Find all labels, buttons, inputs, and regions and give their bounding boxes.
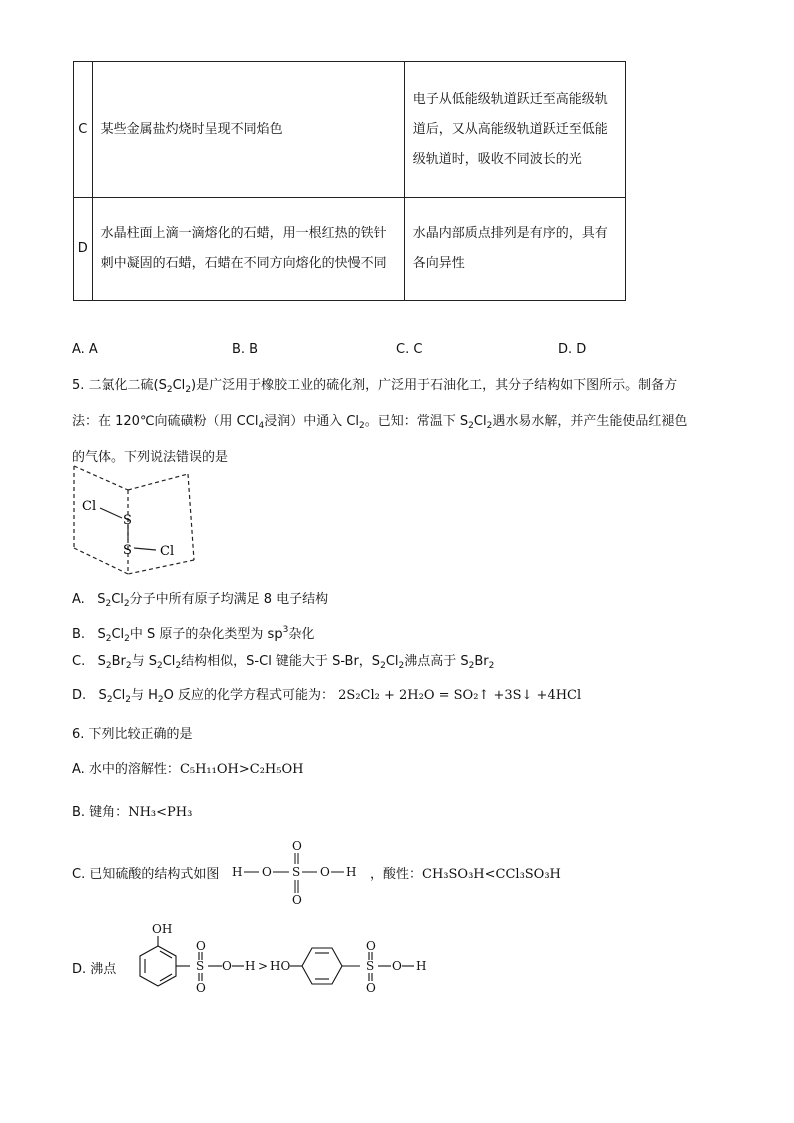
q6-option-b[interactable]: B. 键角：NH₃<PH₃ (72, 805, 193, 820)
q5-option-a[interactable]: A. $S_2Cl_2$分子中所有原子均满足 8 电子结构 (72, 592, 329, 609)
svg-text:O: O (392, 959, 402, 973)
s-atom-label: S (123, 513, 132, 528)
svg-text:S: S (366, 959, 375, 973)
row-explanation: 水晶内部质点排列是有序的，具有各向异性 (404, 198, 625, 301)
q5-option-d[interactable]: D. $S_2Cl_2$与 $H_2O$ 反应的化学方程式可能为： 2S₂Cl₂ + 2H₂O = SO₂↑ +3S↓ +4HCl (72, 688, 582, 705)
svg-text:S: S (196, 959, 205, 973)
svg-text:H: H (346, 865, 357, 879)
q6-option-a[interactable]: A. 水中的溶解性：C₅H₁₁OH>C₂H₅OH (72, 762, 304, 777)
svg-text:H: H (232, 865, 243, 879)
cl-atom-label: Cl (82, 499, 97, 514)
options-table (73, 61, 626, 301)
svg-text:OH: OH (152, 922, 173, 936)
option-c[interactable]: C. C (396, 342, 423, 357)
svg-text:O: O (262, 865, 272, 879)
svg-text:O: O (366, 981, 376, 995)
svg-text:H: H (245, 959, 256, 973)
row-label: D (74, 198, 93, 301)
q4-options (72, 340, 672, 360)
option-a[interactable]: A. A (72, 342, 98, 357)
table-row (74, 62, 626, 198)
option-d[interactable]: D. D (558, 342, 587, 357)
salicyl-sulfonic-structures (118, 920, 438, 1010)
svg-text:>: > (258, 959, 269, 973)
row-phenomenon: 某些金属盐灼烧时呈现不同焰色 (92, 62, 404, 198)
svg-text:O: O (292, 893, 302, 907)
svg-text:H: H (416, 959, 427, 973)
svg-text:O: O (222, 959, 232, 973)
cl-atom-label: Cl (160, 544, 175, 559)
sulfuric-acid-structure (232, 838, 362, 910)
q6-stem: 6. 下列比较正确的是 (72, 727, 193, 742)
q5-option-c[interactable]: C. $S_2Br_2$与 $S_2Cl_2$结构相似，S-Cl 键能大于 S-Br，$S_2Cl_2$沸点高于 $S_2Br_2$ (72, 654, 495, 671)
svg-text:S: S (292, 865, 301, 879)
svg-text:HO: HO (270, 959, 291, 973)
q5-stem: 5. 二氯化二硫$(S_2Cl_2)$是广泛用于橡胶工业的硫化剂，广泛用于石油化工，其分子结构如下图所示。制备方 法：在 120℃向硫磺粉（用 CCl$_4$浸润）中通入 $Cl_2$。已知：常温下 $S_2Cl_2$遇水易水解，并产生能使品红褪色 的气体。下列说法错误的是 (72, 378, 688, 465)
equation: 2S₂Cl₂ + 2H₂O = SO₂↑ +3S↓ +4HCl (338, 688, 582, 703)
row-explanation: 电子从低能级轨道跃迁至高能级轨道后，又从高能级轨道跃迁至低能级轨道时，吸收不同波长的光 (404, 62, 625, 198)
table-row (74, 198, 626, 301)
q6-option-c-tail: ，酸性：CH₃SO₃H<CCl₃SO₃H (370, 867, 561, 882)
svg-text:O: O (320, 865, 330, 879)
row-phenomenon: 水晶柱面上滴一滴熔化的石蜡，用一根红热的铁针刺中凝固的石蜡，石蜡在不同方向熔化的快慢不同 (92, 198, 404, 301)
q6-option-c-label[interactable]: C. 已知硫酸的结构式如图 (72, 867, 220, 882)
option-b[interactable]: B. B (232, 342, 259, 357)
q5-option-b[interactable]: B. $S_2Cl_2$中 S 原子的杂化类型为 $sp^3$杂化 (72, 625, 315, 644)
svg-text:O: O (366, 939, 376, 953)
row-label: C (74, 62, 93, 198)
svg-text:O: O (196, 981, 206, 995)
s2cl2-structure-figure (70, 462, 200, 580)
q6-option-d-label[interactable]: D. 沸点 (72, 962, 117, 977)
svg-text:O: O (196, 939, 206, 953)
s-atom-label: S (123, 543, 132, 558)
svg-text:O: O (292, 839, 302, 853)
